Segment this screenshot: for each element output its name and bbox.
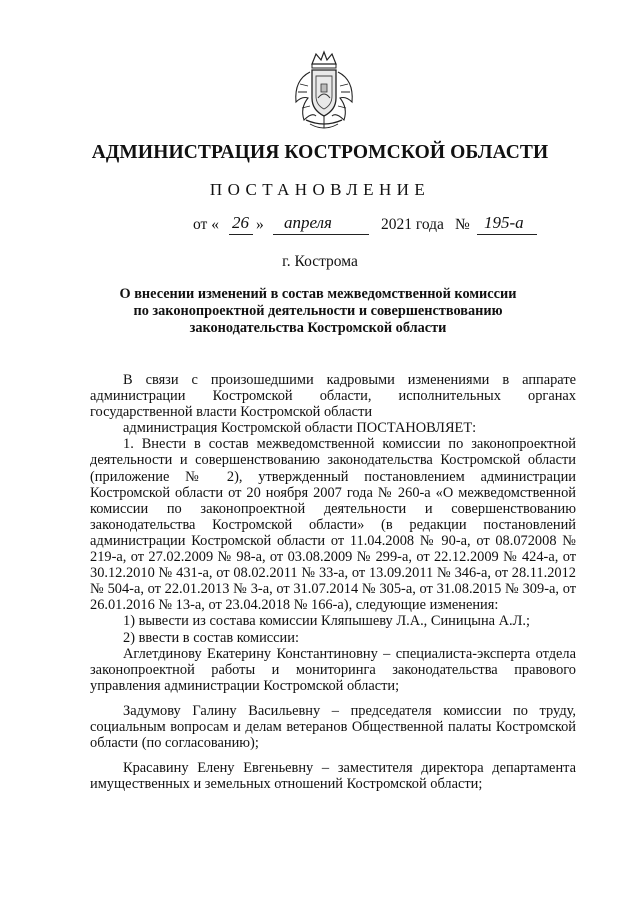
paragraph-item-1-1: 1) вывести из состава комиссии Кляпышеву Л.А., Синицына А.Л.; (123, 613, 530, 630)
paragraph-preamble: В связи с произошедшими кадровыми изменениями в аппарате администрации Костромской области, исполнительных органах государственной власти Костромской области (90, 372, 576, 421)
date-day-close: » (256, 216, 264, 233)
paragraph-member-krasavina: Красавину Елену Евгеньевну – заместителя директора департамента имущественных и земельных отношений Костромской области; (90, 760, 576, 793)
document-number: 195-а (484, 213, 524, 232)
paragraph-resolves: администрация Костромской области ПОСТАНОВЛЯЕТ: (123, 420, 477, 437)
date-line (193, 213, 573, 240)
organization-title: АДМИНИСТРАЦИЯ КОСТРОМСКОЙ ОБЛАСТИ (91, 142, 549, 163)
paragraph-member-zadumova: Задумову Галину Васильевну – председателя комиссии по труду, социальным вопросам и делам ветеранов Общественной палаты Костромской области (по согласованию); (90, 702, 576, 752)
subject-heading (90, 286, 546, 337)
paragraph-item-1: 1. Внести в состав межведомственной комиссии по законопроектной деятельности и совершенствованию законодательства Костромской области (приложение № 2), утвержденный постановлением администрации Костромской области от 20 ноября 2007 года № 260-а «О межведомственной комиссии по законопроектной деятельности и совершенствованию законодательства Костромской области» (в редакции постановлений администрации Костромской области от 11.04.2008 № 90-а, от 08.072008 № 219-а, от 27.02.2009 № 98-а, от 03.08.2009 № 299-а, от 22.12.2009 № 424-а, от 30.12.2010 № 431-а, от 08.02.2011 № 33-а, от 13.09.2011 № 346-а, от 28.11.2012 № 504-а, от 22.01.2013 № 3-а, от 31.07.2014 № 305-а, от 31.08.2015 № 309-а, от 26.01.2016 № 13-а, от 23.04.2018 № 166-а), следующие изменения: (90, 436, 576, 614)
coat-of-arms-icon (288, 50, 360, 132)
number-underline (477, 234, 537, 235)
subject-line: законодательства Костромской области (189, 320, 447, 336)
date-year: 2021 года (381, 216, 444, 233)
document-type-title: ПОСТАНОВЛЕНИЕ (209, 180, 431, 199)
paragraph-item-1-2: 2) ввести в состав комиссии: (123, 629, 299, 646)
month-underline (273, 234, 369, 235)
day-underline (229, 234, 253, 235)
date-month: апреля (284, 213, 332, 232)
subject-line: О внесении изменений в состав межведомственной комиссии (119, 286, 517, 302)
subject-line: по законопроектной деятельности и совершенствованию (133, 303, 503, 319)
date-prefix: от « (193, 216, 219, 233)
date-day: 26 (232, 213, 249, 232)
document-body (90, 372, 576, 792)
paragraph-member-agletdinova: Аглетдинову Екатерину Константиновну – специалиста-эксперта отдела законопроектной работы и мониторинга законодательства правового управления администрации Костромской области; (90, 645, 576, 694)
number-sign: № (455, 216, 470, 233)
city: г. Кострома (282, 253, 358, 270)
